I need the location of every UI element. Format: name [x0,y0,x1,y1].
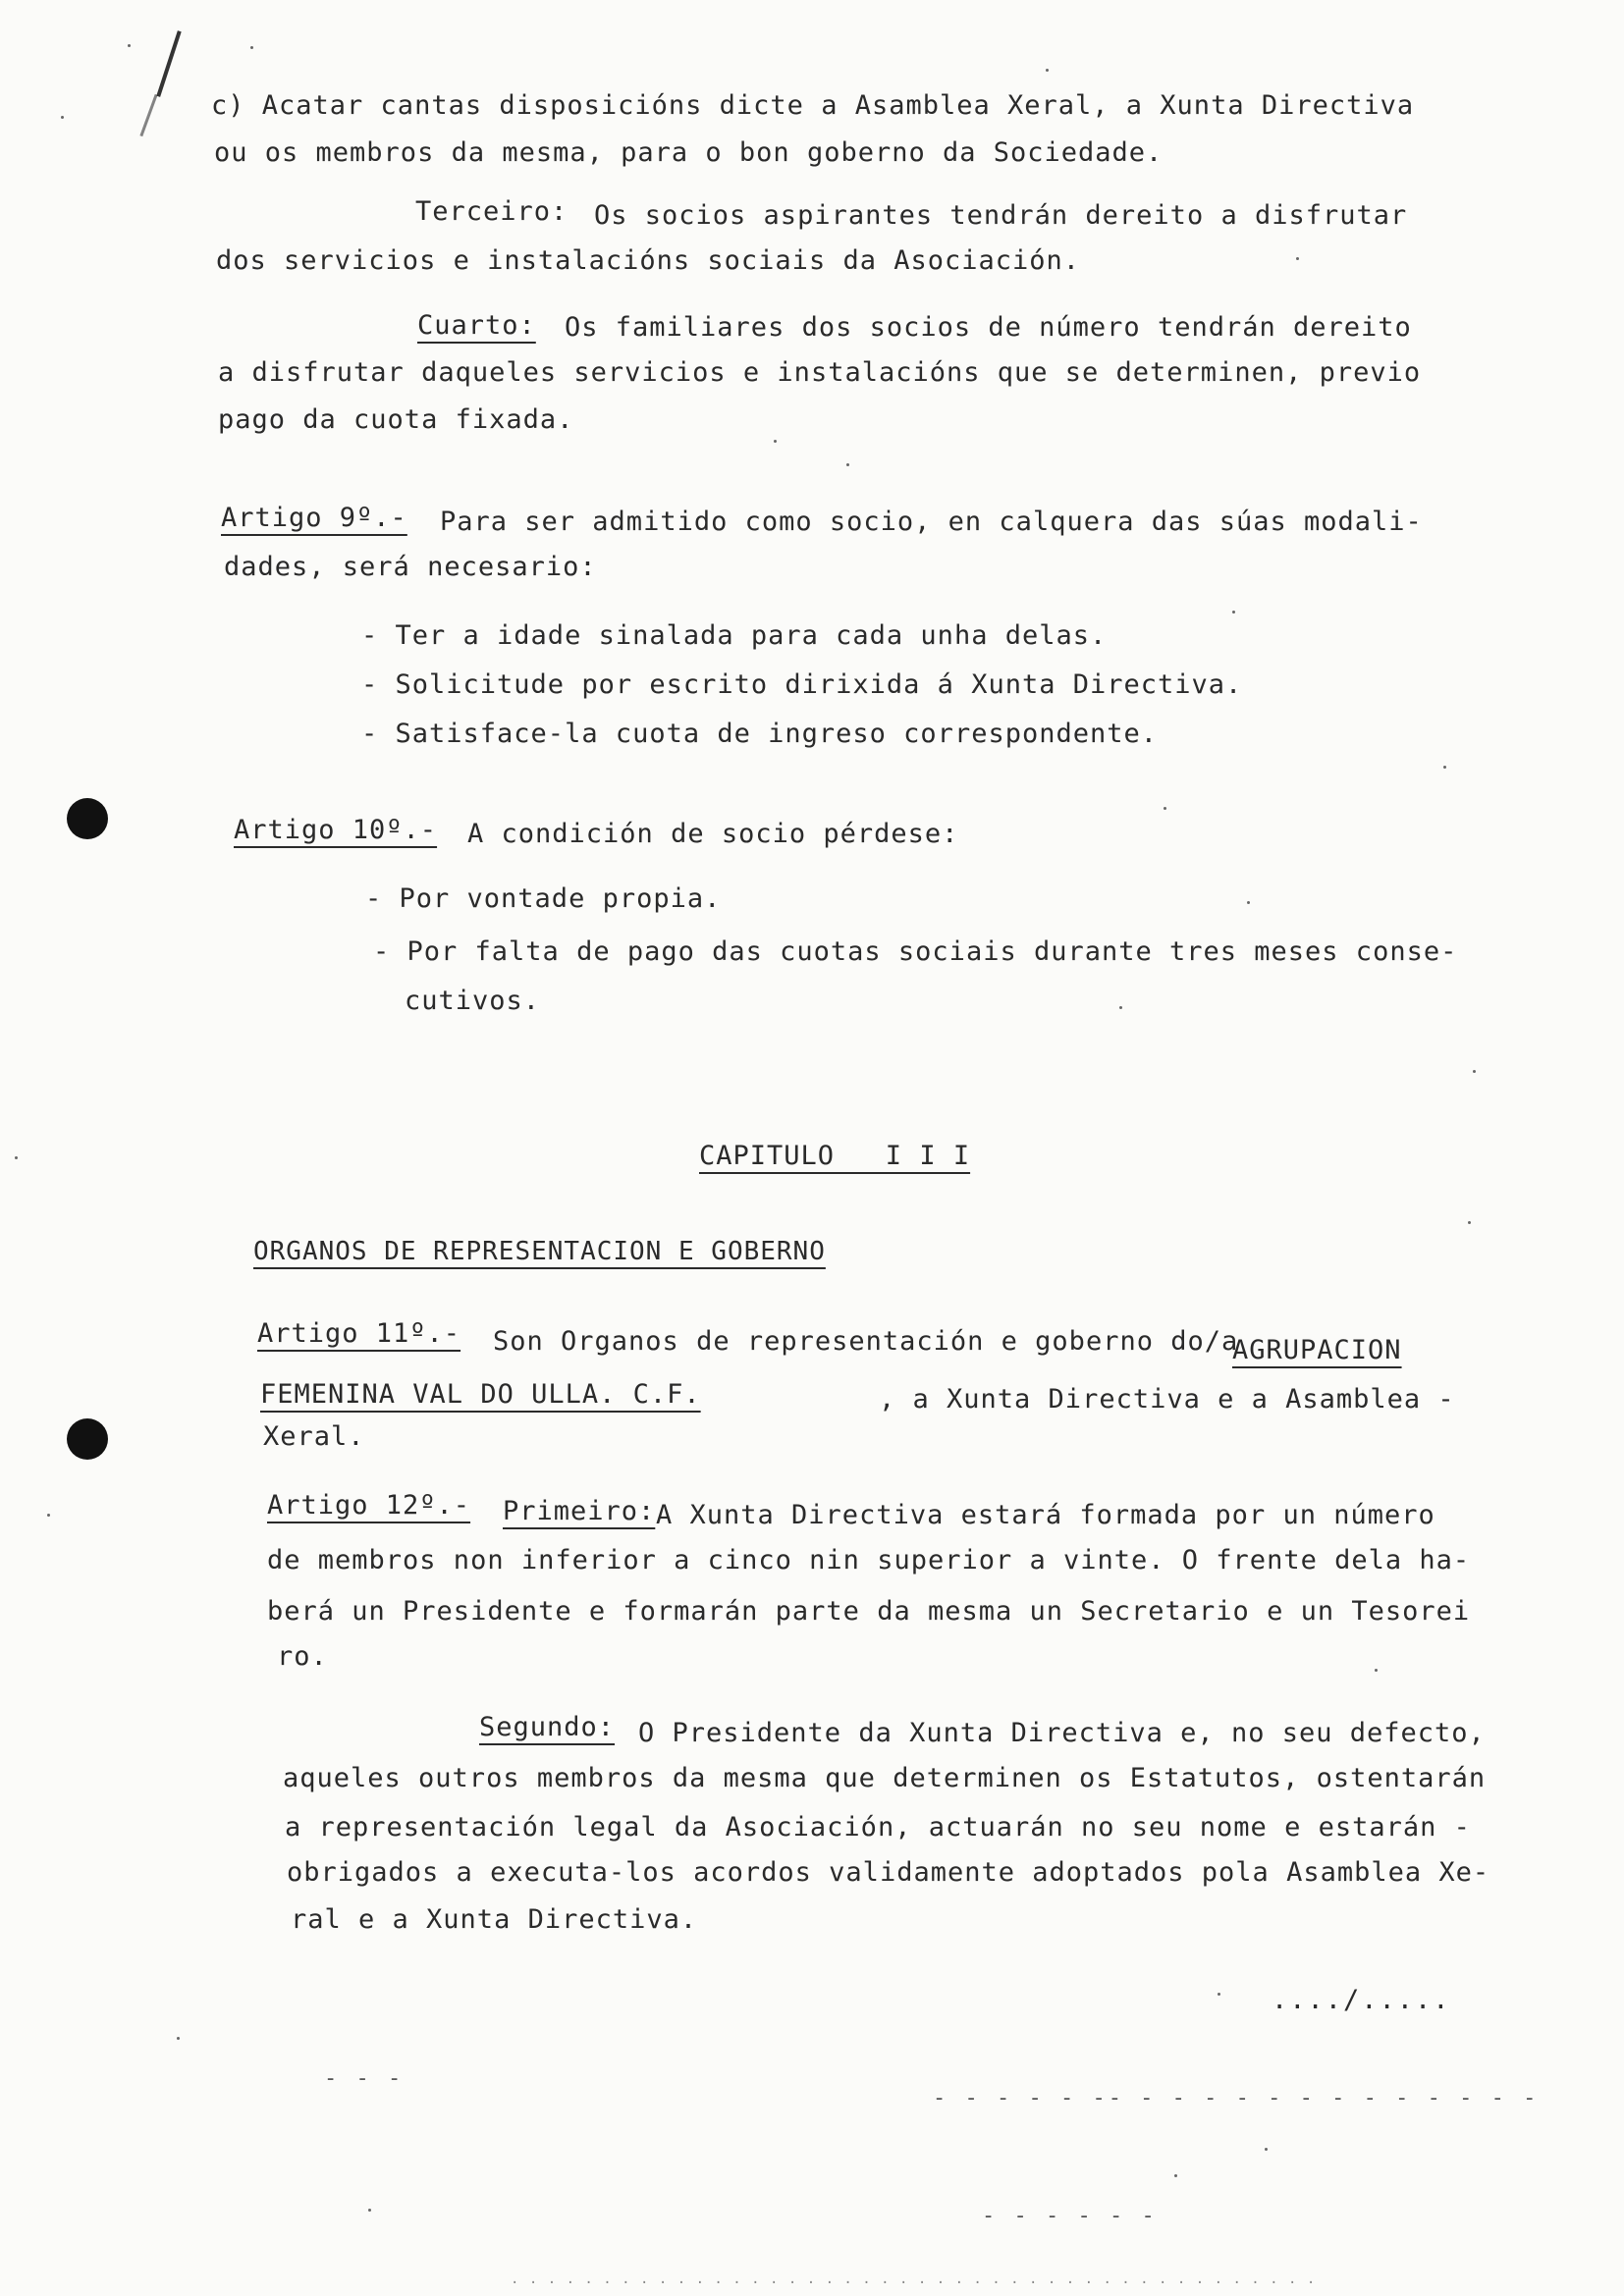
speck [250,46,253,49]
speck [1164,807,1166,810]
speck [1218,1993,1220,1996]
terceiro-label: Terceiro: [415,196,568,227]
artigo12-segundo-line5: ral e a Xunta Directiva. [291,1904,698,1935]
dash-artifact: - - - [324,2066,405,2091]
artigo12-segundo-label: Segundo: [479,1712,616,1742]
artigo12-primeiro-line1: A Xunta Directiva estará formada por un número [656,1500,1435,1530]
cuarto-line1: Os familiares dos socios de número tendrán dereito [565,312,1412,343]
artigo11-line1: Son Organos de representación e goberno do/a [493,1326,1239,1357]
artigo12-segundo-line1: O Presidente da Xunta Directiva e, no seu defecto, [638,1718,1486,1748]
dash-artifact: · · · · · · · · · · · · · · · · · · · · · · · · · · · · · · · · · · · · · · · · · · · · [511,2275,1317,2291]
artigo9-item: - Satisface-la cuota de ingreso correspondente. [361,719,1159,749]
speck [1174,2174,1177,2177]
artigo11-org-name-part1: AGRUPACION [1232,1335,1402,1365]
continuation-mark: ..../..... [1272,1985,1451,2015]
speck [61,116,64,119]
speck [47,1514,50,1517]
artigo10-item: - Por vontade propia. [365,883,722,914]
artigo10-item: - Por falta de pago das cuotas sociais durante tres meses conse- [373,936,1458,967]
speck [128,44,131,47]
speck [846,463,849,466]
speck [177,2037,180,2040]
punch-hole-top [67,798,108,839]
artigo10-line1: A condición de socio pérdese: [467,819,959,849]
chapter-title: CAPITULO I I I [699,1141,971,1171]
speck [1232,611,1235,614]
artigo9-label: Artigo 9º.- [221,503,407,533]
artigo12-segundo-line3: a representación legal da Asociación, actuarán no seu nome e estarán - [285,1812,1471,1842]
terceiro-line1: Os socios aspirantes tendrán dereito a disfrutar [594,200,1408,231]
speck [1296,257,1299,260]
artigo12-primeiro-label: Primeiro: [503,1496,656,1526]
artigo12-primeiro-line3: berá un Presidente e formarán parte da mesma un Secretario e un Tesorei [267,1596,1471,1627]
artigo11-line3: Xeral. [263,1421,365,1452]
chapter-subtitle: ORGANOS DE REPRESENTACION E GOBERNO [253,1237,826,1266]
cuarto-line2: a disfrutar daqueles servicios e instalacións que se determinen, previo [218,357,1422,388]
dash-artifact: - - - - - -- - - - - - - - - - - - - - [933,2086,1540,2110]
artigo9-line2: dades, será necesario: [224,552,597,582]
cuarto-line3: pago da cuota fixada. [218,404,574,435]
artigo12-segundo-line2: aqueles outros membros da mesma que determinen os Estatutos, ostentarán [283,1763,1487,1793]
artigo9-line1: Para ser admitido como socio, en calquera das súas modali- [440,507,1423,537]
clause-c-line2: ou os membros da mesma, para o bon goberno da Sociedade. [214,137,1164,168]
speck [368,2209,371,2212]
speck [774,440,777,443]
speck [1375,1669,1378,1672]
speck [1473,1070,1476,1073]
artigo12-segundo-line4: obrigados a executa-los acordos validamente adoptados pola Asamblea Xe- [287,1857,1490,1888]
artigo12-primeiro-line4: ro. [277,1641,328,1672]
speck [1247,901,1250,904]
artigo9-item: - Solicitude por escrito dirixida á Xunta Directiva. [361,669,1243,700]
terceiro-line2: dos servicios e instalacións sociais da Asociación. [216,245,1081,276]
artigo11-line2-rest: , a Xunta Directiva e a Asamblea - [879,1384,1455,1415]
corner-scratch [156,30,181,97]
clause-c-line1: c) Acatar cantas disposicións dicte a Asamblea Xeral, a Xunta Directiva [211,90,1415,121]
artigo11-label: Artigo 11º.- [257,1318,461,1349]
speck [1443,766,1446,769]
artigo12-label: Artigo 12º.- [267,1490,471,1521]
cuarto-label: Cuarto: [417,310,536,341]
corner-scratch [139,94,157,136]
dash-artifact: - - - - - - [982,2204,1158,2228]
speck [1046,69,1049,72]
artigo9-item: - Ter a idade sinalada para cada unha delas. [361,620,1108,651]
speck [1119,1006,1122,1009]
artigo10-label: Artigo 10º.- [234,815,438,845]
artigo11-org-name-part2: FEMENINA VAL DO ULLA. C.F. [260,1379,701,1410]
speck [15,1156,18,1159]
artigo12-primeiro-line2: de membros non inferior a cinco nin superior a vinte. O frente dela ha- [267,1545,1471,1575]
speck [1468,1221,1471,1224]
speck [1265,2148,1268,2151]
punch-hole-bottom [67,1418,108,1460]
artigo10-continuation: cutivos. [405,986,541,1016]
